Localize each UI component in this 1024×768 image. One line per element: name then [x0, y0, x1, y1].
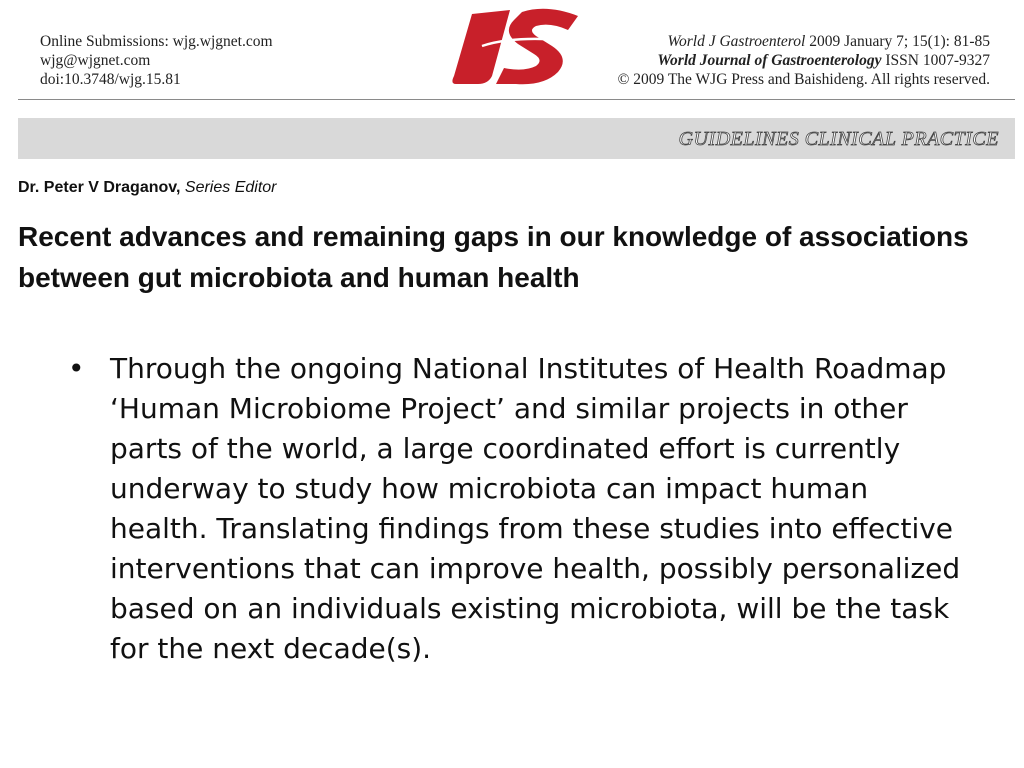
header-citation-info	[618, 32, 990, 89]
copyright: © 2009 The WJG Press and Baishideng. All rights reserved.	[617, 71, 990, 88]
header-submission-info	[40, 32, 273, 89]
editor-name: Dr. Peter V Draganov,	[18, 179, 181, 196]
series-editor	[18, 179, 276, 197]
publisher-logo-icon	[452, 6, 582, 88]
bullet-list	[68, 349, 968, 669]
citation-line	[618, 32, 990, 51]
submission-email: wjg@wjgnet.com	[40, 52, 151, 69]
editor-role: Series Editor	[184, 179, 277, 196]
doi: doi:10.3748/wjg.15.81	[40, 71, 181, 88]
bullet-marker: •	[68, 352, 85, 385]
list-item	[68, 349, 968, 669]
journal-line	[618, 51, 990, 70]
page-title: Recent advances and remaining gaps in our knowledge of associations between gut microbiota and human health	[18, 221, 969, 293]
journal-full-name: World Journal of Gastroenterology	[657, 52, 882, 69]
journal-abbreviation: World J Gastroenterol	[667, 33, 806, 50]
header-divider	[18, 99, 1015, 100]
submission-url: Online Submissions: wjg.wjgnet.com	[40, 33, 273, 50]
section-banner	[18, 118, 1015, 159]
section-label: GUIDELINES CLINICAL PRACTICE	[678, 128, 999, 150]
bullet-text: Through the ongoing National Institutes of Health Roadmap ‘Human Microbiome Project’ and similar projects in other parts of the world, a large coordinated effort is currently underway to study how microbiota can impact human health. Translating findings from these studies into effective interventions that can improve health, possibly personalized based on an individuals existing microbiota, will be the task for the next decade(s).	[110, 352, 961, 665]
citation-details: 2009 January 7; 15(1): 81-85	[809, 33, 990, 50]
issn: ISSN 1007-9327	[885, 52, 990, 69]
